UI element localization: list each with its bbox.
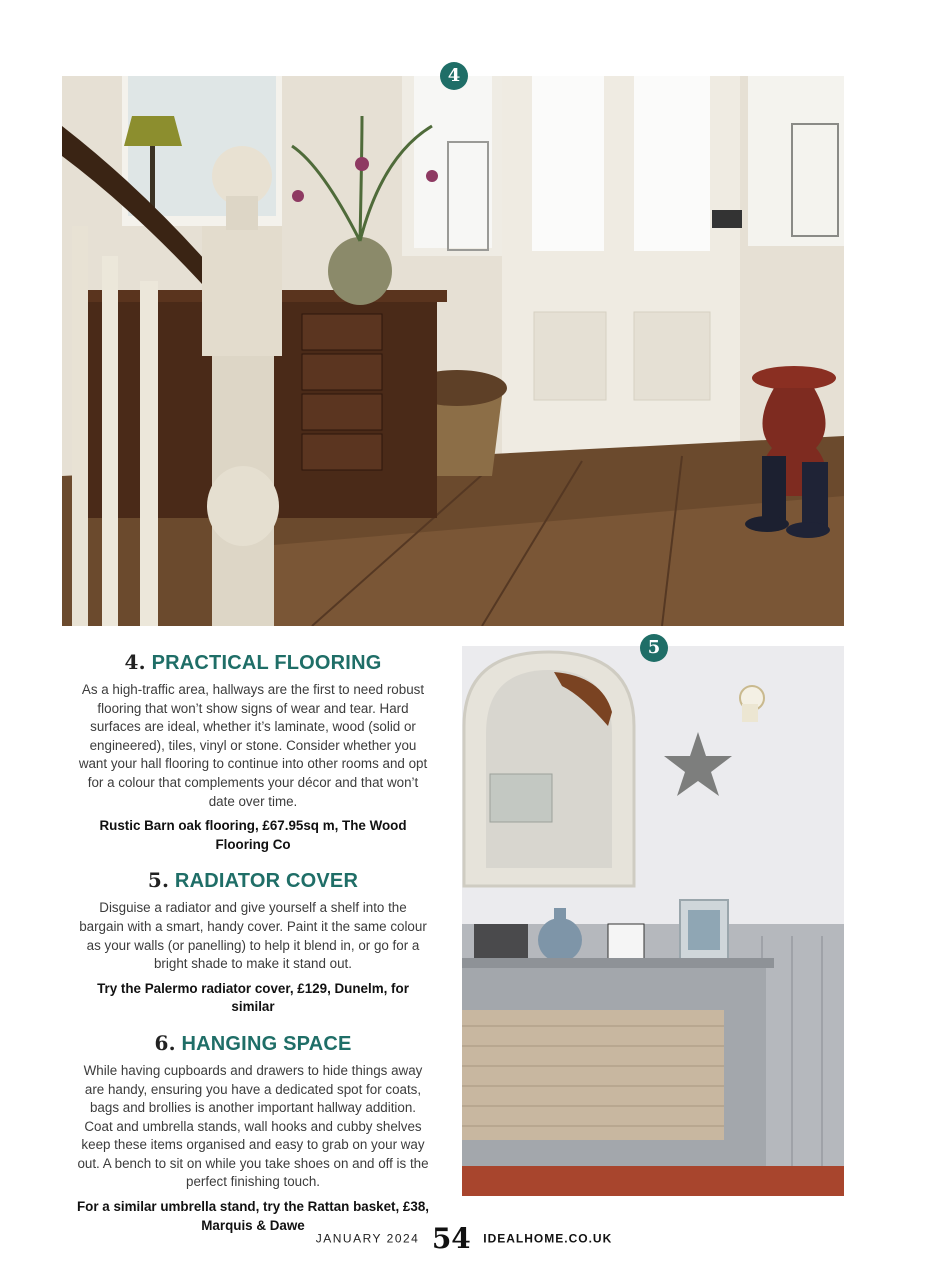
product-credit: Rustic Barn oak flooring, £67.95sq m, The Wood Flooring Co xyxy=(99,818,407,852)
section-heading xyxy=(76,868,430,893)
section-hanging-space xyxy=(76,1031,430,1235)
section-radiator-cover xyxy=(76,868,430,1017)
page-footer xyxy=(0,1222,928,1255)
website-link[interactable]: IDEALHOME.CO.UK xyxy=(483,1231,613,1246)
photo-number-badge: 4 xyxy=(440,62,468,90)
photo-number-badge: 5 xyxy=(640,634,668,662)
section-heading xyxy=(76,1031,430,1056)
section-title: RADIATOR COVER xyxy=(174,870,359,893)
section-body: As a high-traffic area, hallways are the first to need robust flooring that won’t show signs of wear and tear. Hard surfaces are ideal, whether it’s laminate, wood (solid or engineered), tiles, vinyl or stone. Consider whether you want your hall flooring to continue into other rooms and opt for a colour that complements your décor and that won’t date over time. xyxy=(78,682,428,809)
product-credit: For a similar umbrella stand, try the Rattan basket, £38, Marquis & Dawe xyxy=(77,1199,429,1233)
section-body: While having cupboards and drawers to hide things away are handy, ensuring you have a dedicated spot for coats, bags and brollies is another important hallway addition. Coat and umbrella stands, wall hooks and cubby shelves keep these items organised and easy to grab on your way out. A bench to sit on while you take shoes on and off is the perfect finishing touch. xyxy=(77,1062,429,1190)
page-number: 54 xyxy=(431,1222,471,1255)
section-practical-flooring xyxy=(76,650,430,854)
section-number: 4. xyxy=(124,650,146,674)
section-body: Disguise a radiator and give yourself a shelf into the bargain with a smart, handy cover. Paint it the same colour as your walls (or panelling) to help it blend in, or go for a bright shade to make it stand out. xyxy=(79,900,427,972)
issue-date: JANUARY 2024 xyxy=(315,1231,420,1246)
article-text-column xyxy=(76,650,430,1249)
section-title: PRACTICAL FLOORING xyxy=(151,652,382,674)
section-number: 6. xyxy=(154,1030,176,1055)
section-title: HANGING SPACE xyxy=(181,1032,352,1055)
product-credit: Try the Palermo radiator cover, £129, Dunelm, for similar xyxy=(97,980,409,1015)
section-heading xyxy=(76,650,430,675)
hallway-photo xyxy=(62,76,844,626)
section-number: 5. xyxy=(147,868,170,893)
radiator-cover-photo xyxy=(462,646,844,1196)
